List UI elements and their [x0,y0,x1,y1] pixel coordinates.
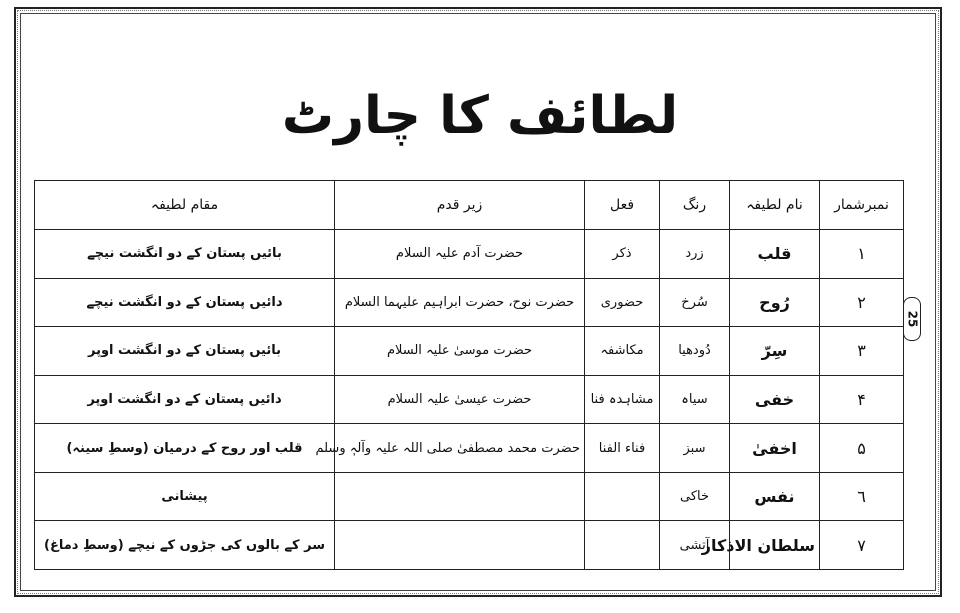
cell-name: سِرّ [730,327,820,376]
cell-color: سُرخ [660,278,730,327]
cell-serial: ۱ [820,230,904,279]
cell-action: فناء الفنا [585,424,660,473]
header-under-feet: زیر قدم [335,181,585,230]
cell-location: بائیں پستان کے دو انگشت اوپر [35,327,335,376]
cell-under-feet: حضرت نوح، حضرت ابراہیم علیہما السلام [335,278,585,327]
table-header-row [35,181,904,230]
cell-color: آتشی [660,521,730,570]
cell-location: سر کے بالوں کی جڑوں کے نیچے (وسطِ دماغ) [35,521,335,570]
cell-serial: ۵ [820,424,904,473]
cell-action: ذکر [585,230,660,279]
cell-serial: ۷ [820,521,904,570]
cell-under-feet [335,521,585,570]
lataif-table [34,180,904,570]
cell-serial: ۳ [820,327,904,376]
cell-under-feet: حضرت موسیٰ علیہ السلام [335,327,585,376]
cell-color: سبز [660,424,730,473]
cell-under-feet [335,472,585,521]
cell-serial: ۲ [820,278,904,327]
table-row [35,327,904,376]
cell-name: قلب [730,230,820,279]
cell-action [585,472,660,521]
cell-name: اخفیٰ [730,424,820,473]
cell-serial: ٦ [820,472,904,521]
cell-color: سیاہ [660,375,730,424]
page-number: 25 [905,310,920,328]
header-location: مقام لطیفہ [35,181,335,230]
header-color: رنگ [660,181,730,230]
table-row [35,375,904,424]
cell-name: سلطان الاذکار [730,521,820,570]
table-row [35,278,904,327]
cell-location: قلب اور روح کے درمیان (وسطِ سینہ) [35,424,335,473]
table-row [35,424,904,473]
cell-name: خفی [730,375,820,424]
cell-action [585,521,660,570]
cell-color: خاکی [660,472,730,521]
cell-color: زرد [660,230,730,279]
cell-location: بائیں پستان کے دو انگشت نیچے [35,230,335,279]
cell-location: دائیں پستان کے دو انگشت اوپر [35,375,335,424]
page-number-tab [903,297,921,341]
cell-serial: ۴ [820,375,904,424]
chart-title: لطائف کا چارٹ [281,86,679,146]
cell-under-feet: حضرت عیسیٰ علیہ السلام [335,375,585,424]
cell-color: دُودھیا [660,327,730,376]
table-row [35,521,904,570]
cell-action: مشاہدہ فنا [585,375,660,424]
cell-location: دائیں پستان کے دو انگشت نیچے [35,278,335,327]
cell-action: حضوری [585,278,660,327]
table-row [35,230,904,279]
cell-action: مکاشفہ [585,327,660,376]
table-row [35,472,904,521]
header-action: فعل [585,181,660,230]
cell-name: نفس [730,472,820,521]
cell-name: رُوح [730,278,820,327]
cell-location: پیشانی [35,472,335,521]
header-serial-number: نمبرشمار [820,181,904,230]
header-latifa-name: نام لطیفہ [730,181,820,230]
cell-under-feet: حضرت آدم علیہ السلام [335,230,585,279]
cell-under-feet: حضرت محمد مصطفیٰ صلی اللہ علیہ وآلہٖ وسلم [335,424,585,473]
